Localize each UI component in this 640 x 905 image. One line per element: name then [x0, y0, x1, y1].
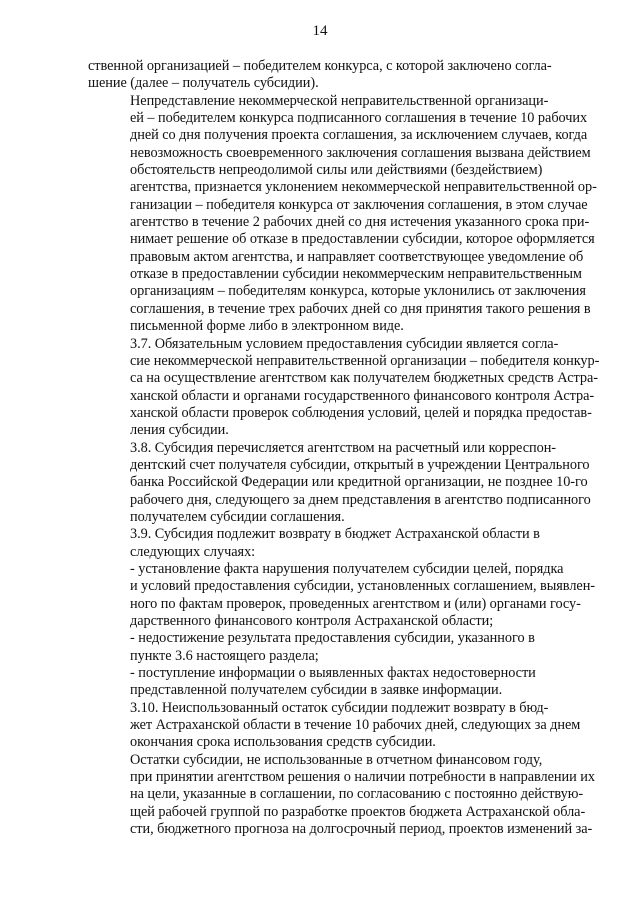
- text-line: щей рабочей группой по разработке проектов бюджета Астраханской обла-: [130, 803, 586, 820]
- text-line: организациям – победителям конкурса, которые уклонились от заключения: [130, 283, 586, 300]
- text-line: сти, бюджетного прогноза на долгосрочный период, проектов изменений за-: [130, 821, 593, 838]
- text-line: нимает решение об отказе в предоставлении субсидии, которое оформляется: [130, 231, 595, 248]
- list-item-violation: [88, 561, 608, 630]
- text-line: дней со дня получения проекта соглашения, за исключением случаев, когда: [130, 127, 588, 144]
- text-line: ханской области проверок соблюдения условий, целей и порядка предостав-: [130, 404, 592, 421]
- text-line: ганизации – победителя конкурса от заключения соглашения, в этом случае: [130, 196, 588, 213]
- text-line: ственной организацией – победителем конкурса, с которой заключено согла-: [88, 58, 552, 74]
- text-line: сие некоммерческой неправительственной организации – победителя конкур-: [130, 352, 600, 369]
- text-line: ей – победителем конкурса подписанного соглашения в течение 10 рабочих: [130, 110, 588, 127]
- paragraph-section-3-7: [88, 336, 608, 440]
- page-number: 14: [312, 23, 328, 39]
- text-line: банка Российской Федерации или кредитной организации, не позднее 10-го: [130, 474, 588, 491]
- text-line: и условий предоставления субсидии, установленных соглашением, выявлен-: [130, 578, 596, 595]
- paragraph-p1: [88, 58, 608, 93]
- text-line: 3.10. Неиспользованный остаток субсидии подлежит возврату в бюд-: [130, 699, 549, 716]
- text-line: при принятии агентством решения о наличии потребности в направлении их: [130, 769, 595, 786]
- document-body: [88, 58, 608, 838]
- text-line: письменной форме либо в электронном виде.: [130, 318, 404, 335]
- text-line: 3.8. Субсидия перечисляется агентством на расчетный или корреспон-: [130, 439, 557, 456]
- text-line: шение (далее – получатель субсидии).: [88, 75, 319, 92]
- text-line: са на осуществление агентством как получателем бюджетных средств Астра-: [130, 370, 598, 387]
- list-item-false-information: [88, 665, 608, 700]
- text-line: правовым актом агентства, и направляет соответствующее уведомление об: [130, 248, 584, 265]
- text-line: пункте 3.6 настоящего раздела;: [130, 647, 319, 664]
- text-line: агентства, признается уклонением некоммерческой неправительственной ор-: [130, 179, 597, 196]
- text-line: дентский счет получателя субсидии, открытый в учреждении Центрального: [130, 456, 590, 473]
- text-line: - поступление информации о выявленных фактах недостоверности: [130, 665, 536, 682]
- paragraph-section-3-8: [88, 440, 608, 527]
- text-line: жет Астраханской области в течение 10 рабочих дней, следующих за днем: [130, 717, 581, 734]
- text-line: дарственного финансового контроля Астраханской области;: [130, 613, 494, 629]
- text-line: агентство в течение 2 рабочих дней со дня истечения указанного срока при-: [130, 214, 590, 231]
- text-line: представленной получателем субсидии в заявке информации.: [130, 682, 503, 699]
- text-line: ханской области и органами государственного финансового контроля Астра-: [130, 387, 595, 404]
- text-line: - установление факта нарушения получателем субсидии целей, порядка: [130, 560, 564, 577]
- text-line: обстоятельств непреодолимой силы или действиями (бездействием): [130, 162, 543, 179]
- text-line: следующих случаях:: [130, 543, 256, 560]
- text-line: соглашения, в течение трех рабочих дней со дня принятия такого решения в: [130, 300, 591, 317]
- text-line: окончания срока использования средств субсидии.: [130, 734, 436, 751]
- paragraph-section-3-9: [88, 526, 608, 561]
- text-line: ления субсидии.: [130, 422, 229, 439]
- text-line: получателем субсидии соглашения.: [130, 508, 345, 525]
- text-line: отказе в предоставлении субсидии некоммерческим неправительственным: [130, 266, 582, 283]
- list-item-result-not-achieved: [88, 630, 608, 665]
- paragraph-remaining-funds: [88, 752, 608, 839]
- text-line: ного по фактам проверок, проведенных агентством и (или) органами госу-: [130, 595, 581, 612]
- text-line: - недостижение результата предоставления субсидии, указанного в: [130, 630, 535, 647]
- text-line: рабочего дня, следующего за днем представления в агентство подписанного: [130, 491, 591, 508]
- text-line: Остатки субсидии, не использованные в отчетном финансовом году,: [130, 751, 543, 768]
- paragraph-section-3-10: [88, 700, 608, 752]
- text-line: Непредставление некоммерческой неправительственной организаци-: [130, 92, 549, 109]
- text-line: 3.7. Обязательным условием предоставления субсидии является согла-: [130, 335, 559, 352]
- text-line: 3.9. Субсидия подлежит возврату в бюджет Астраханской области в: [130, 526, 540, 543]
- paragraph-p2: [88, 93, 608, 336]
- text-line: невозможность своевременного заключения соглашения вызвана действием: [130, 144, 591, 161]
- text-line: на цели, указанные в соглашении, по согласованию с постоянно действую-: [130, 786, 584, 803]
